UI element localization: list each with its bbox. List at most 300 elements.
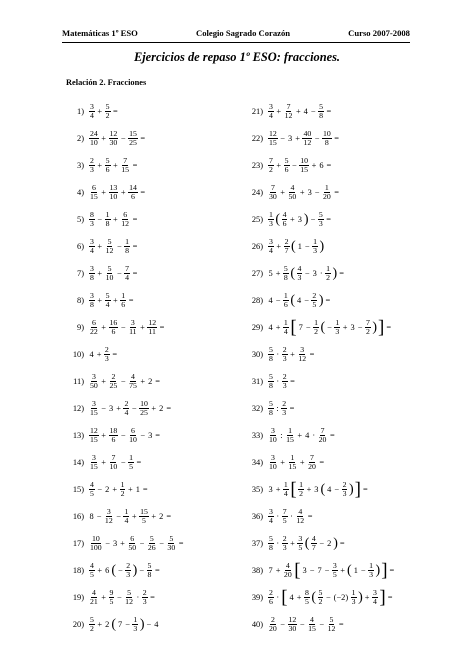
fraction — [312, 238, 318, 255]
numerator: 1 — [313, 236, 318, 246]
denominator: 26 — [147, 543, 156, 552]
denominator: 8 — [125, 246, 130, 255]
denominator: 2 — [105, 111, 110, 120]
operator: 5 — [268, 269, 273, 278]
denominator: 12 — [303, 138, 312, 147]
operator: + — [289, 215, 295, 224]
denominator: 15 — [90, 192, 98, 201]
exercise-expression — [88, 130, 147, 147]
operator: + — [101, 134, 107, 143]
operator: = — [132, 161, 138, 170]
exercise-item — [66, 530, 256, 557]
fraction — [281, 400, 287, 417]
operator: 3 — [307, 188, 312, 197]
exercise-item — [66, 395, 256, 422]
operator: + — [275, 269, 281, 278]
exercise-expression — [88, 400, 173, 417]
exercise-item — [245, 503, 435, 530]
denominator: 5 — [298, 543, 303, 552]
denominator: 4 — [283, 327, 288, 336]
fraction — [284, 238, 290, 255]
numerator: 3 — [270, 452, 275, 462]
numerator: 4 — [297, 263, 302, 273]
denominator: 4 — [269, 516, 273, 525]
operator: 4 — [89, 350, 94, 359]
numerator: 7 — [365, 317, 370, 327]
denominator: 3 — [335, 327, 340, 336]
bracket: ( — [290, 292, 295, 308]
bracket: ) — [132, 562, 138, 578]
denominator: 6 — [105, 165, 110, 174]
denominator: 50 — [128, 543, 137, 552]
operator: + — [127, 485, 133, 494]
numerator: 2 — [282, 398, 287, 408]
fraction — [120, 157, 130, 174]
exercise-number: 25) — [251, 215, 263, 224]
operator: + — [97, 161, 103, 170]
exercise-column-right — [245, 98, 435, 638]
operator: − — [310, 107, 316, 116]
operator: − — [118, 566, 123, 575]
exercise-item — [66, 449, 256, 476]
operator: + — [276, 107, 282, 116]
numerator: 4 — [90, 560, 94, 570]
numerator: 3 — [332, 560, 337, 570]
denominator: 3 — [318, 219, 323, 228]
operator: − — [105, 539, 110, 548]
operator: 7 — [298, 323, 303, 332]
denominator: 12 — [296, 516, 305, 525]
operator: : — [280, 431, 283, 440]
operator: + — [101, 431, 107, 440]
denominator: 3 — [282, 543, 287, 552]
operator: · — [276, 593, 280, 602]
numerator: 4 — [131, 371, 135, 381]
denominator: 15 — [308, 624, 316, 633]
numerator: 5 — [127, 587, 132, 597]
denominator: 5 — [90, 570, 94, 579]
operator: = — [150, 593, 155, 602]
denominator: 5 — [90, 489, 94, 498]
exercise-expression — [267, 292, 332, 309]
bracket: ) — [332, 265, 338, 281]
operator: 4 — [268, 296, 273, 305]
numerator: 3 — [90, 263, 94, 273]
operator: = — [178, 539, 184, 548]
bracket: ) — [348, 481, 354, 497]
fraction — [105, 157, 111, 174]
exercise-number: 27) — [251, 269, 263, 278]
operator: = — [166, 512, 172, 521]
numerator: 1 — [351, 587, 356, 597]
fraction — [89, 535, 103, 552]
fraction — [298, 481, 304, 498]
operator: 3 — [288, 134, 293, 143]
fraction — [342, 481, 348, 498]
operator: + — [120, 539, 125, 548]
denominator: 3 — [351, 597, 356, 606]
fraction — [307, 616, 317, 633]
denominator: 2 — [365, 327, 370, 336]
exercise-item — [245, 422, 435, 449]
exercise-number: 14) — [72, 458, 84, 467]
operator: − — [299, 620, 305, 629]
operator: + — [276, 242, 282, 251]
operator: + — [101, 377, 107, 386]
exercise-number: 3) — [77, 161, 84, 170]
denominator: 10 — [105, 273, 114, 282]
numerator: 5 — [269, 371, 273, 381]
exercise-number: 31) — [251, 377, 263, 386]
operator: + — [151, 404, 157, 413]
denominator: 2 — [269, 165, 273, 174]
exercise-number: 17) — [72, 539, 84, 548]
operator: − — [304, 242, 310, 251]
denominator: 3 — [369, 570, 374, 579]
fraction — [147, 562, 153, 579]
numerator: 4 — [290, 182, 295, 192]
fraction — [282, 508, 288, 525]
operator: 4 — [268, 323, 273, 332]
exercise-expression — [267, 427, 336, 444]
operator: − — [96, 512, 102, 521]
denominator: 3 — [142, 597, 147, 606]
numerator: 12 — [90, 425, 98, 435]
denominator: 8 — [105, 219, 110, 228]
operator: = — [307, 512, 313, 521]
fraction — [325, 265, 331, 282]
fraction — [128, 454, 134, 471]
operator: = — [142, 485, 148, 494]
fraction — [268, 211, 274, 228]
denominator: 8 — [147, 570, 152, 579]
operator: − — [280, 134, 286, 143]
operator: = — [113, 107, 118, 116]
exercise-number: 15) — [72, 485, 84, 494]
exercise-expression — [267, 373, 296, 390]
denominator: 20 — [269, 624, 277, 633]
operator: − — [334, 485, 340, 494]
operator: − — [309, 566, 315, 575]
bracket: ( — [111, 616, 116, 632]
operator: = — [334, 188, 340, 197]
operator: − — [125, 620, 130, 629]
operator: · — [312, 431, 316, 440]
exercise-expression — [267, 157, 333, 174]
bracket: ( — [275, 211, 281, 227]
operator: + — [116, 404, 121, 413]
fraction — [268, 373, 274, 390]
fraction — [288, 184, 298, 201]
numerator: 5 — [319, 101, 323, 111]
operator: − — [139, 566, 145, 575]
numerator: 1 — [335, 317, 340, 327]
fraction — [334, 319, 340, 336]
numerator: 18 — [109, 425, 118, 435]
operator: + — [296, 593, 302, 602]
numerator: 8 — [304, 587, 309, 597]
denominator: 7 — [284, 246, 289, 255]
denominator: 7 — [311, 543, 316, 552]
operator: 2 — [105, 620, 110, 629]
header-course: Curso 2007-2008 — [348, 28, 410, 38]
fraction — [104, 346, 110, 363]
exercise-item — [245, 476, 435, 503]
fraction — [105, 103, 111, 120]
operator: = — [154, 566, 160, 575]
denominator: 30 — [269, 192, 277, 201]
operator: + — [276, 161, 282, 170]
fraction — [109, 427, 119, 444]
operator: 3 — [297, 215, 302, 224]
fraction — [288, 454, 298, 471]
denominator: 22 — [90, 327, 98, 336]
fraction — [166, 535, 176, 552]
operator: + — [280, 458, 286, 467]
numerator: 2 — [342, 479, 347, 489]
operator: 8 — [89, 512, 94, 521]
fraction — [123, 400, 129, 417]
fraction — [105, 265, 115, 282]
numerator: 4 — [310, 614, 314, 624]
operator: = — [387, 593, 393, 602]
numerator: 2 — [124, 398, 129, 408]
operator: = — [155, 377, 161, 386]
exercise-number: 5) — [77, 215, 84, 224]
exercise-expression — [267, 535, 346, 552]
fraction — [139, 508, 149, 525]
bracket: ) — [375, 562, 381, 578]
fraction — [372, 589, 378, 606]
denominator: 11 — [148, 327, 156, 336]
operator: = — [362, 485, 368, 494]
exercise-number: 8) — [77, 296, 84, 305]
denominator: 4 — [283, 489, 288, 498]
denominator: 25 — [109, 381, 118, 390]
fraction — [128, 184, 138, 201]
denominator: 3 — [282, 408, 287, 417]
fraction — [89, 184, 99, 201]
numerator: 5 — [147, 560, 152, 570]
exercise-expression — [88, 616, 160, 633]
operator: + — [295, 134, 300, 143]
denominator: 30 — [109, 138, 118, 147]
bracket: ) — [303, 211, 309, 227]
exercise-expression — [88, 184, 147, 201]
numerator: 5 — [107, 263, 112, 273]
denominator: 25 — [140, 408, 148, 417]
numerator: 5 — [283, 263, 288, 273]
fraction — [268, 589, 274, 606]
operator: = — [112, 350, 118, 359]
exercise-expression — [267, 346, 316, 363]
page-title: Ejercicios de repaso 1º ESO: fracciones. — [133, 50, 341, 64]
operator: 3 — [112, 539, 118, 548]
numerator: 7 — [125, 263, 130, 273]
numerator: 10 — [300, 155, 309, 165]
denominator: 3 — [313, 246, 318, 255]
denominator: 6 — [283, 300, 288, 309]
fraction — [109, 130, 119, 147]
fraction — [89, 616, 95, 633]
fraction — [295, 508, 305, 525]
fraction — [297, 346, 307, 363]
denominator: 3 — [342, 489, 347, 498]
exercise-number: 2) — [77, 134, 84, 143]
operator: − — [146, 620, 152, 629]
numerator: 5 — [269, 344, 273, 354]
denominator: 4 — [125, 273, 130, 282]
denominator: 8 — [269, 354, 273, 363]
numerator: 5 — [90, 614, 94, 624]
denominator: 2 — [120, 489, 125, 498]
numerator: 1 — [369, 560, 374, 570]
operator: − — [324, 566, 330, 575]
operator: − — [120, 323, 126, 332]
fraction — [125, 562, 131, 579]
denominator: 15 — [90, 408, 98, 417]
fraction — [322, 184, 332, 201]
denominator: 15 — [121, 165, 130, 174]
operator: − — [97, 485, 103, 494]
denominator: 21 — [90, 597, 98, 606]
exercise-number: 34) — [251, 458, 263, 467]
exercise-expression — [88, 508, 173, 525]
bracket: [ — [294, 560, 301, 581]
exercise-number: 35) — [251, 485, 263, 494]
fraction — [109, 184, 119, 201]
exercise-number: 10) — [72, 350, 84, 359]
fraction — [124, 589, 134, 606]
fraction — [109, 373, 119, 390]
operator: − — [116, 269, 122, 278]
fraction — [120, 481, 126, 498]
numerator: 1 — [105, 209, 110, 219]
operator: = — [319, 458, 325, 467]
numerator: 3 — [269, 506, 273, 516]
denominator: 5 — [312, 300, 317, 309]
fraction — [282, 373, 288, 390]
numerator: 5 — [169, 533, 174, 543]
fraction — [89, 211, 95, 228]
fraction — [89, 319, 99, 336]
numerator: 40 — [303, 128, 312, 138]
operator: = — [339, 269, 344, 278]
numerator: 1 — [124, 506, 129, 516]
exercise-expression — [88, 481, 149, 498]
fraction — [268, 184, 278, 201]
numerator: 2 — [269, 587, 273, 597]
operator: 3 — [312, 269, 317, 278]
denominator: 6 — [111, 327, 116, 336]
exercise-number: 12) — [72, 404, 84, 413]
operator: + — [299, 458, 305, 467]
denominator: 15 — [90, 462, 98, 471]
numerator: 2 — [142, 587, 147, 597]
operator: − — [310, 215, 316, 224]
fraction — [132, 616, 138, 633]
numerator: 2 — [282, 344, 287, 354]
numerator: 7 — [123, 155, 128, 165]
exercise-number: 40) — [251, 620, 263, 629]
numerator: 12 — [109, 128, 118, 138]
numerator: 3 — [91, 371, 96, 381]
fraction — [104, 508, 114, 525]
fraction — [128, 373, 138, 390]
operator: + — [101, 458, 107, 467]
numerator: 8 — [90, 209, 94, 219]
fraction — [89, 103, 95, 120]
operator: − — [305, 323, 311, 332]
fraction — [327, 616, 337, 633]
fraction — [89, 454, 99, 471]
operator: − — [314, 134, 320, 143]
operator: + — [280, 188, 286, 197]
fraction — [299, 157, 309, 174]
operator: + — [297, 431, 303, 440]
exercise-item — [66, 476, 256, 503]
exercise-number: 20) — [72, 620, 84, 629]
exercise-item — [245, 557, 435, 584]
exercise-number: 32) — [251, 404, 263, 413]
exercise-item — [245, 341, 435, 368]
denominator: 30 — [167, 543, 176, 552]
fraction — [105, 238, 115, 255]
denominator: 4 — [372, 597, 377, 606]
operator: = — [140, 134, 146, 143]
denominator: 4 — [269, 246, 273, 255]
exercise-item — [66, 179, 256, 206]
exercise-number: 38) — [251, 566, 263, 575]
fraction — [268, 103, 274, 120]
bracket: ( — [347, 562, 352, 578]
operator: 1 — [135, 485, 140, 494]
denominator: 10 — [269, 435, 277, 444]
fraction — [123, 508, 129, 525]
fraction — [282, 346, 288, 363]
header-subject: Matemáticas 1º ESO — [62, 28, 138, 38]
exercise-expression — [88, 211, 139, 228]
operator: = — [132, 215, 138, 224]
denominator: 6 — [111, 435, 116, 444]
operator: + — [275, 485, 281, 494]
exercise-expression — [267, 480, 369, 499]
operator: = — [334, 134, 340, 143]
operator: = — [338, 620, 344, 629]
fraction — [307, 454, 317, 471]
numerator: 1 — [290, 452, 295, 462]
numerator: 5 — [284, 155, 289, 165]
operator: − — [116, 512, 121, 521]
operator: + — [131, 512, 137, 521]
fraction — [268, 454, 278, 471]
exercise-item — [66, 314, 256, 341]
bracket: [ — [290, 479, 297, 500]
operator: + — [97, 620, 103, 629]
operator: − — [131, 404, 137, 413]
operator: + — [340, 566, 346, 575]
numerator: 14 — [129, 182, 137, 192]
fraction — [89, 562, 95, 579]
exercise-expression — [267, 561, 396, 580]
bracket: ( — [111, 562, 116, 578]
operator: + — [290, 539, 295, 548]
operator: = — [166, 404, 172, 413]
exercise-item — [66, 611, 256, 638]
numerator: 6 — [131, 425, 135, 435]
denominator: 8 — [324, 138, 329, 147]
denominator: 20 — [322, 192, 331, 201]
